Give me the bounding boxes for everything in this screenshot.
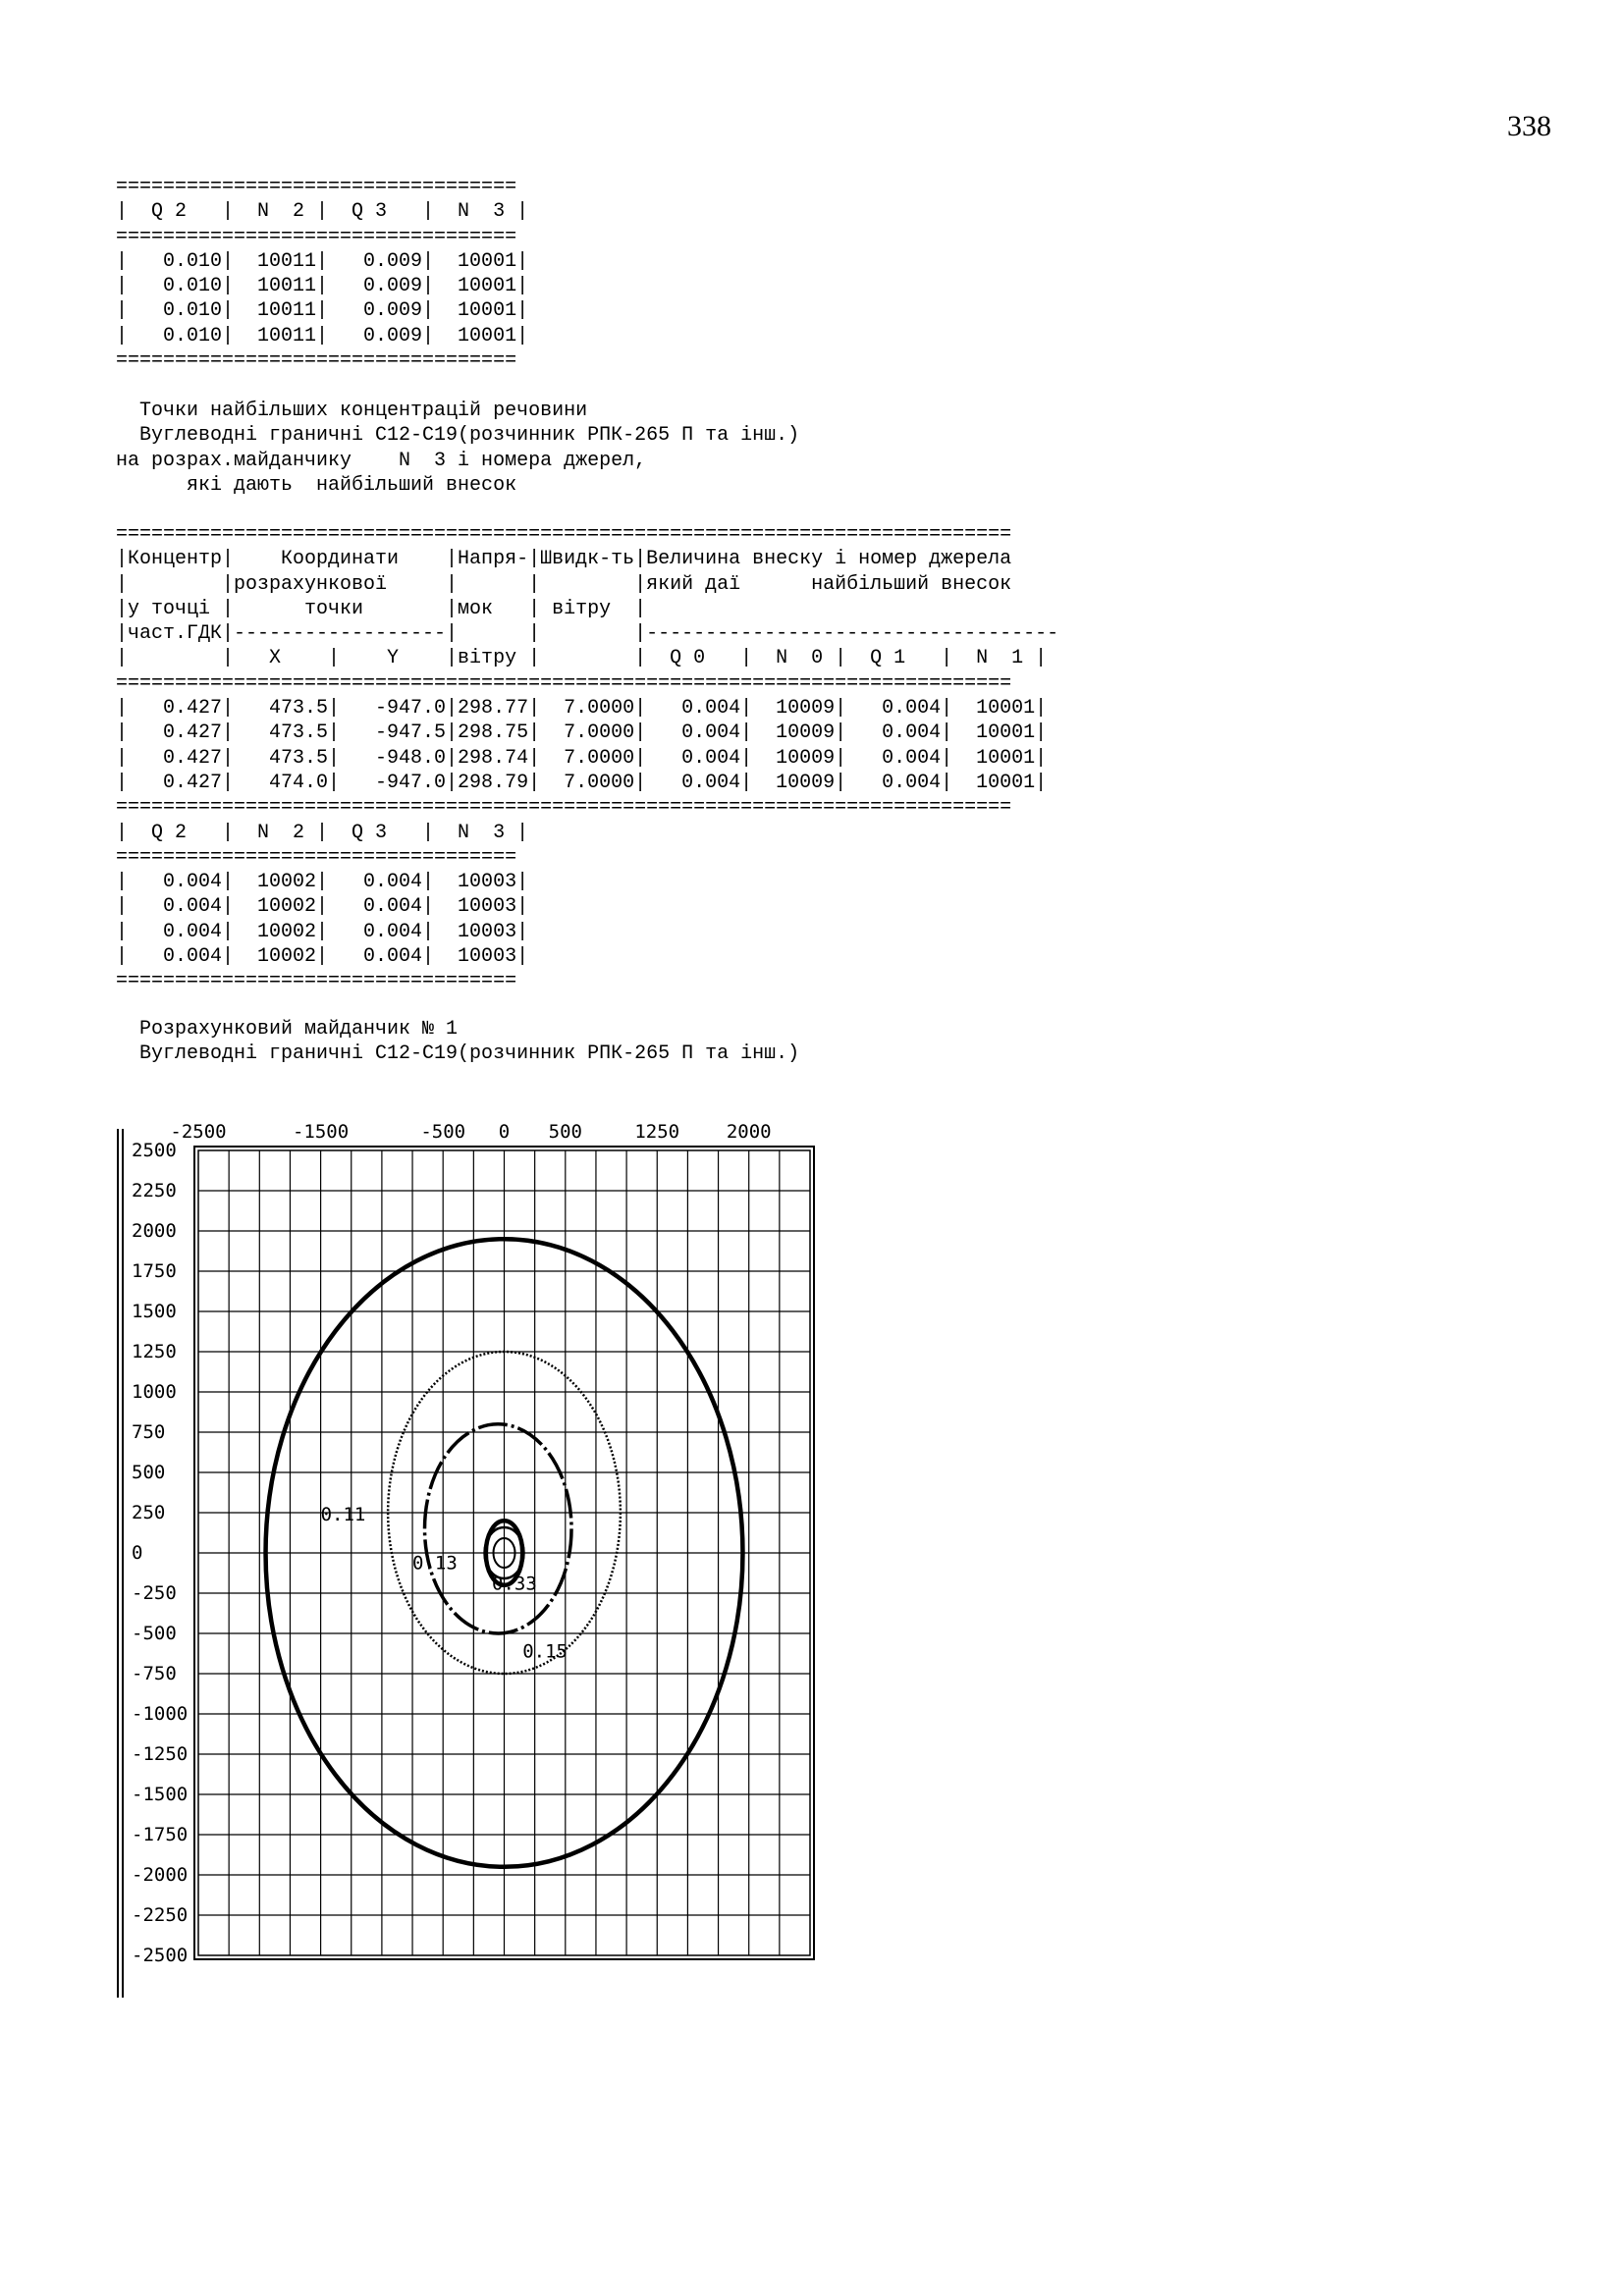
contour-label: 0.15 (522, 1640, 568, 1663)
y-tick-label: 2500 (132, 1140, 177, 1161)
y-tick-label: 1500 (132, 1301, 177, 1322)
y-tick-label: 500 (132, 1462, 166, 1483)
plot-caption (116, 1017, 799, 1067)
table-row: | 0.004| 10002| 0.004| 10003| (116, 895, 529, 919)
y-tick-label: -750 (132, 1663, 177, 1684)
x-tick-label: 2000 (726, 1121, 772, 1143)
y-tick-label: 2000 (132, 1220, 177, 1242)
x-tick-label: 0 (498, 1121, 511, 1143)
caption-line: Вуглеводні граничні С12-С19(розчинник РПК-265 П та інш.) (116, 424, 800, 448)
table-header-line: | | X | Y |вітру | | Q 0 | N 0 | Q 1 | N 1 | (116, 647, 1048, 670)
concentration-contour-plot (108, 1109, 825, 2012)
x-axis-tick-labels (170, 1121, 771, 1143)
table-row: | 0.004| 10002| 0.004| 10003| (116, 871, 529, 894)
max-concentration-table (116, 522, 1058, 994)
y-tick-label: -1250 (132, 1743, 189, 1765)
caption-line: на розрах.майданчику N 3 і номера джерел, (116, 449, 647, 472)
table-header: | Q 2 | N 2 | Q 3 | N 3 | (116, 200, 529, 224)
table-row: | 0.010| 10011| 0.009| 10001| (116, 275, 529, 298)
caption-line: Розрахунковий майданчик № 1 (116, 1018, 459, 1041)
summary-table-q2-q3-top (116, 175, 528, 373)
y-tick-label: -250 (132, 1582, 177, 1604)
table-row: | 0.010| 10011| 0.009| 10001| (116, 249, 529, 273)
table-rule: ============================================================================ (116, 523, 1012, 546)
y-tick-label: -500 (132, 1623, 177, 1644)
y-tick-label: 0 (132, 1542, 143, 1564)
table-row: | 0.427| 474.0| -947.0|298.79| 7.0000| 0.004| 10009| 0.004| 10001| (116, 771, 1048, 794)
table-row: | 0.010| 10011| 0.009| 10001| (116, 324, 529, 347)
table-row: | 0.010| 10011| 0.009| 10001| (116, 299, 529, 323)
y-tick-label: 1000 (132, 1381, 177, 1403)
table-rule: ================================== (116, 845, 517, 869)
table-row: | 0.004| 10002| 0.004| 10003| (116, 920, 529, 943)
x-tick-label: -2500 (170, 1121, 227, 1143)
y-tick-label: 2250 (132, 1180, 177, 1201)
table-header-line: |част.ГДК|------------------| | |----------------------------------- (116, 622, 1059, 646)
y-tick-label: -1000 (132, 1703, 189, 1725)
y-tick-label: -1750 (132, 1824, 189, 1845)
table-row: | 0.427| 473.5| -948.0|298.74| 7.0000| 0.004| 10009| 0.004| 10001| (116, 746, 1048, 770)
page-number: 338 (1507, 110, 1551, 142)
y-tick-label: 1250 (132, 1341, 177, 1362)
table-row: | 0.427| 473.5| -947.0|298.77| 7.0000| 0.004| 10009| 0.004| 10001| (116, 697, 1048, 721)
contour-labels (321, 1504, 568, 1662)
table-header-line: | |розрахункової | | |який даї найбільший внесок (116, 572, 1012, 596)
plot-frame (118, 1129, 814, 1998)
plot-grid (198, 1150, 810, 1955)
caption-line: Точки найбільших концентрацій речовини (116, 400, 588, 422)
x-tick-label: 500 (548, 1121, 582, 1143)
table-rule: ================================== (116, 176, 517, 198)
table-row: | 0.004| 10002| 0.004| 10003| (116, 945, 529, 969)
table-header-line: |у точці | точки |мок | вітру | (116, 597, 647, 620)
x-tick-label: -500 (420, 1121, 466, 1143)
contour-label: 0.13 (412, 1552, 458, 1575)
contour-label: 0.11 (320, 1504, 366, 1526)
table-header: | Q 2 | N 2 | Q 3 | N 3 | (116, 821, 529, 844)
table-rule: ============================================================================ (116, 671, 1012, 695)
table-row: | 0.427| 473.5| -947.5|298.75| 7.0000| 0.004| 10009| 0.004| 10001| (116, 721, 1048, 745)
x-tick-label: 1250 (634, 1121, 680, 1143)
y-tick-label: -2000 (132, 1864, 189, 1886)
y-tick-label: 1750 (132, 1260, 177, 1282)
table-rule: ================================== (116, 225, 517, 248)
table-rule: ============================================================================ (116, 796, 1012, 820)
y-tick-label: 750 (132, 1421, 166, 1443)
table-header-line: |Концентр| Координати |Напря-|Швидк-ть|Величина внеску і номер джерела (116, 548, 1012, 571)
caption-line: які дають найбільший внесок (116, 473, 517, 497)
contour-label: 0.33 (492, 1573, 537, 1595)
y-tick-label: -1500 (132, 1784, 189, 1805)
y-axis-tick-labels (132, 1140, 188, 1966)
y-tick-label: 250 (132, 1502, 166, 1523)
x-tick-label: -1500 (292, 1121, 350, 1143)
table-rule: ================================== (116, 349, 517, 373)
y-tick-label: -2500 (132, 1945, 189, 1966)
caption-line: Вуглеводні граничні С12-С19(розчинник РПК-265 П та інш.) (116, 1042, 800, 1066)
y-tick-label: -2250 (132, 1904, 189, 1926)
table-rule: ================================== (116, 970, 517, 993)
max-concentration-caption (116, 399, 799, 498)
